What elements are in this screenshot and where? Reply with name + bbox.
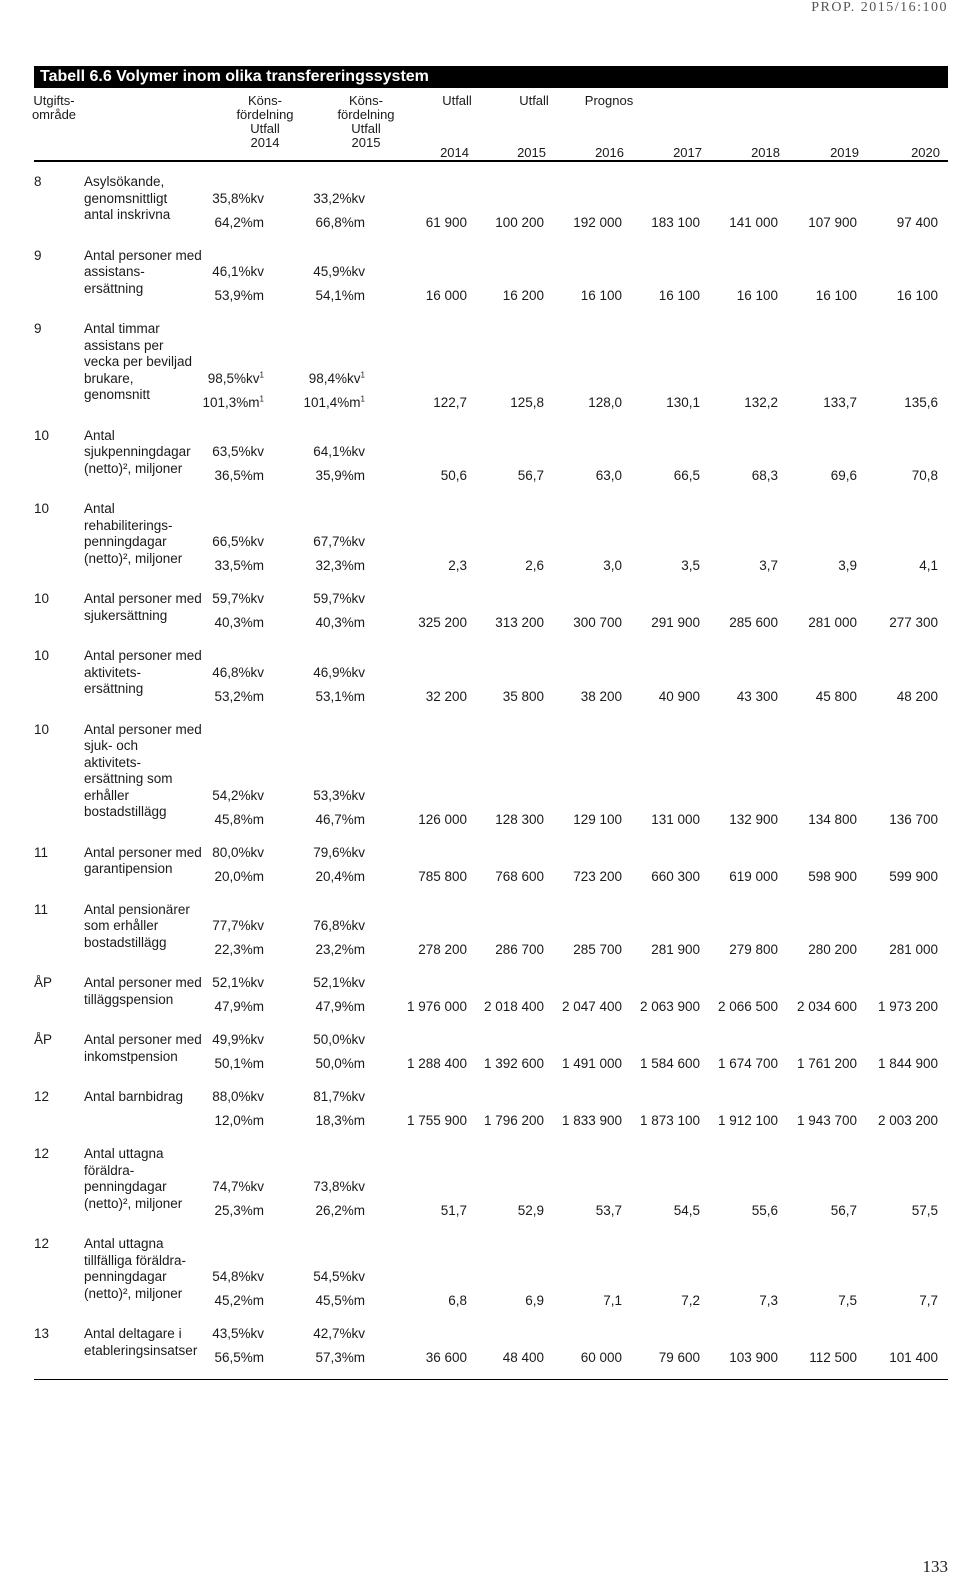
gender-share-men-2014: 20,0%m: [214, 868, 264, 884]
volume-value: 135,6: [904, 394, 938, 410]
gender-share-women-2015: 46,9%kv: [313, 664, 365, 680]
volume-value: 3,7: [759, 558, 778, 573]
table-row: [34, 493, 948, 583]
gender-share-women-2015: 45,9%kv: [313, 264, 365, 279]
gender-share-men-2014: 40,3%m: [214, 615, 264, 630]
gender-share-women-2014: 54,8%kv: [212, 1269, 264, 1284]
volume-value: 66,5: [673, 468, 700, 483]
gender-share-women-2014: $98,5\%kv^1$: [207, 370, 264, 386]
volume-value: 3,0: [603, 558, 622, 573]
gender-share-men-2015: 20,4%m: [315, 868, 365, 884]
volume-value: 599 900: [889, 868, 938, 884]
volume-value: 16 200: [502, 288, 544, 303]
page-number: 133: [922, 1557, 948, 1576]
volume-value: 723 200: [573, 868, 622, 884]
gender-share-men-2014: 47,9%m: [214, 999, 264, 1014]
volume-value: 68,3: [751, 468, 778, 483]
volume-value: 1 674 700: [717, 1056, 778, 1071]
header-divider: [34, 160, 948, 162]
gender-share-women-2014: 46,8%kv: [212, 664, 264, 680]
volume-value: 16 100: [815, 288, 857, 303]
row-area-code: 11: [34, 844, 49, 860]
table-row: [34, 583, 948, 640]
volume-value: 129 100: [573, 811, 622, 827]
volume-value: 280 200: [808, 942, 857, 957]
gender-share-men-2015: 35,9%m: [315, 468, 365, 483]
volume-value: 1 755 900: [406, 1113, 467, 1128]
header-utfall-2015: Utfall: [519, 93, 549, 108]
header-area: Utgifts- område: [31, 93, 77, 122]
row-area-code: ÅP: [34, 1032, 53, 1047]
volume-value: 2 018 400: [483, 999, 544, 1014]
gender-share-men-2014: 50,1%m: [214, 1056, 264, 1071]
volume-value: 16 100: [896, 288, 938, 303]
table-row: [34, 967, 948, 1024]
row-area-code: 10: [34, 721, 50, 737]
row-label: Antal deltagare i etableringsinsatser: [84, 1326, 198, 1358]
gender-share-men-2015: $101,4\%m^1$: [303, 394, 365, 410]
gender-share-women-2015: 33,2%kv: [313, 190, 365, 206]
volume-value: 1 833 900: [561, 1113, 622, 1128]
gender-share-women-2015: 54,5%kv: [313, 1269, 365, 1284]
volume-value: 7,3: [759, 1293, 778, 1308]
volume-value: 2 034 600: [796, 999, 857, 1014]
volume-value: 97 400: [896, 214, 938, 230]
volume-value: 50,6: [440, 468, 467, 483]
row-label: Antal personer med assistans- ersättning: [84, 247, 202, 296]
volume-value: 1 943 700: [796, 1113, 857, 1128]
row-area-code: 9: [34, 247, 42, 263]
gender-share-women-2015: 79,6%kv: [313, 844, 365, 860]
header-year: 2019: [830, 145, 859, 160]
gender-share-women-2015: 64,1%kv: [313, 444, 365, 459]
gender-share-men-2014: 64,2%m: [214, 214, 264, 230]
gender-share-women-2014: 49,9%kv: [212, 1032, 264, 1047]
row-label: Antal timmar assistans per vecka per beviljad brukare, genomsnitt: [84, 321, 193, 402]
table-row: [34, 714, 948, 837]
row-area-code: 9: [34, 321, 42, 336]
row-label: Antal personer med tilläggspension: [84, 975, 202, 1007]
row-label: Antal personer med sjukersättning: [84, 591, 202, 623]
volume-value: 313 200: [495, 615, 544, 630]
volume-value: 16 100: [658, 288, 700, 303]
volume-value: 69,6: [830, 468, 857, 483]
gender-share-women-2015: 42,7%kv: [313, 1326, 365, 1341]
volume-value: 660 300: [651, 868, 700, 884]
gender-share-women-2015: 73,8%kv: [313, 1179, 365, 1194]
volume-value: 279 800: [729, 942, 778, 957]
volume-value: 32 200: [425, 688, 467, 704]
volume-value: 285 600: [729, 615, 778, 630]
volume-value: 286 700: [495, 942, 544, 957]
volume-value: 57,5: [911, 1203, 938, 1218]
volume-value: 6,9: [525, 1293, 544, 1308]
volume-value: 1 873 100: [639, 1113, 700, 1128]
volume-value: 45 800: [815, 688, 857, 704]
gender-share-men-2014: 12,0%m: [214, 1113, 264, 1128]
gender-share-women-2015: $98,4\%kv^1$: [308, 370, 365, 386]
volume-value: 1 288 400: [406, 1056, 467, 1071]
volume-value: 131 000: [651, 811, 700, 827]
volume-value: 134 800: [808, 811, 857, 827]
header-gender-2015: Köns- fördelning Utfall 2015: [337, 93, 395, 150]
row-label: Antal pensionärer som erhåller bostadstillägg: [84, 901, 190, 950]
volume-value: 277 300: [889, 615, 938, 630]
gender-share-men-2014: 45,8%m: [214, 811, 264, 827]
gender-share-women-2015: 50,0%kv: [313, 1032, 365, 1047]
gender-share-women-2014: 74,7%kv: [212, 1179, 264, 1194]
volume-value: 54,5: [673, 1203, 700, 1218]
volume-value: 4,1: [919, 558, 938, 573]
volume-value: 40 900: [658, 688, 700, 704]
volume-value: 7,1: [603, 1293, 622, 1308]
gender-share-women-2015: 59,7%kv: [313, 591, 365, 606]
gender-share-men-2015: 40,3%m: [315, 615, 365, 630]
volume-value: 128 300: [495, 811, 544, 827]
page-header: PROP. 2015/16:100: [811, 0, 948, 15]
volume-value: 1 491 000: [561, 1056, 622, 1071]
footnote-marker: 1: [360, 394, 365, 403]
row-label: Antal uttagna tillfälliga föräldra- penningdagar (netto)², miljoner: [84, 1236, 187, 1301]
bottom-divider: [34, 1379, 948, 1380]
volume-value: 35 800: [502, 688, 544, 704]
gender-share-women-2015: 52,1%kv: [313, 975, 365, 990]
header-year: 2016: [595, 145, 624, 160]
row-label: Antal rehabiliterings- penningdagar (netto)², miljoner: [84, 501, 183, 566]
gender-share-men-2015: 54,1%m: [315, 288, 365, 303]
volume-value: 56,7: [517, 468, 544, 483]
volume-value: 122,7: [433, 394, 467, 410]
volume-value: 63,0: [595, 468, 622, 483]
gender-share-women-2015: 76,8%kv: [313, 918, 365, 933]
volume-value: 285 700: [573, 942, 622, 957]
row-label: Antal personer med garantipension: [84, 844, 202, 876]
gender-share-men-2014: 22,3%m: [214, 942, 264, 957]
volume-value: 132 900: [729, 811, 778, 827]
volume-value: 60 000: [580, 1350, 622, 1365]
header-year: 2014: [440, 145, 469, 160]
volume-value: 107 900: [808, 214, 857, 230]
header-gender-2014: Köns- fördelning Utfall 2014: [236, 93, 294, 150]
gender-share-men-2014: $101,3\%m^1$: [202, 394, 264, 410]
gender-share-men-2015: 47,9%m: [315, 999, 365, 1014]
volume-value: 48 400: [502, 1350, 544, 1365]
row-area-code: 10: [34, 648, 50, 663]
volume-value: 51,7: [440, 1203, 467, 1218]
volume-value: 55,6: [751, 1203, 778, 1218]
header-year: 2017: [673, 145, 702, 160]
table-row: [34, 1138, 948, 1228]
volume-value: 6,8: [448, 1293, 467, 1308]
volume-value: 7,5: [838, 1293, 857, 1308]
row-area-code: 10: [34, 591, 50, 606]
volume-value: 2,3: [448, 558, 467, 573]
volume-value: 281 000: [808, 615, 857, 630]
volume-value: 192 000: [573, 214, 622, 230]
table-row: [34, 640, 948, 714]
volume-value: 36 600: [425, 1350, 467, 1365]
gender-share-women-2014: 54,2%kv: [212, 787, 264, 803]
volume-value: 56,7: [830, 1203, 857, 1218]
table-row: [34, 1081, 948, 1138]
row-label: Antal personer med inkomstpension: [84, 1032, 202, 1064]
volume-value: 132,2: [744, 394, 778, 410]
gender-share-men-2014: 36,5%m: [214, 468, 264, 483]
gender-share-men-2014: 56,5%m: [214, 1350, 264, 1365]
volume-value: 2 003 200: [877, 1113, 938, 1128]
row-area-code: 12: [34, 1089, 50, 1104]
volume-value: 768 600: [495, 868, 544, 884]
row-label: Antal barnbidrag: [84, 1089, 184, 1104]
gender-share-women-2014: 35,8%kv: [212, 190, 264, 206]
volume-value: 53,7: [595, 1203, 622, 1218]
gender-share-men-2014: 53,2%m: [214, 688, 264, 704]
row-label: Antal personer med aktivitets- ersättning: [84, 648, 202, 696]
volume-value: 125,8: [510, 394, 544, 410]
volume-value: 101 400: [889, 1350, 938, 1365]
volume-value: 70,8: [911, 468, 938, 483]
table-row: [34, 166, 948, 240]
volume-value: 325 200: [418, 615, 467, 630]
volume-value: 1 392 600: [483, 1056, 544, 1071]
gender-share-women-2014: 77,7%kv: [212, 918, 264, 933]
gender-share-women-2015: 67,7%kv: [313, 534, 365, 549]
volume-value: 281 900: [651, 942, 700, 957]
volume-value: 126 000: [418, 811, 467, 827]
gender-share-men-2014: 25,3%m: [214, 1203, 264, 1218]
gender-share-women-2014: 80,0%kv: [212, 844, 264, 860]
volume-value: 3,9: [838, 558, 857, 573]
gender-share-men-2015: 50,0%m: [315, 1056, 365, 1071]
row-area-code: 13: [34, 1326, 50, 1341]
volume-value: 619 000: [729, 868, 778, 884]
volume-value: 16 100: [736, 288, 778, 303]
volume-value: 52,9: [517, 1203, 544, 1218]
row-area-code: 12: [34, 1236, 50, 1251]
gender-share-men-2015: 26,2%m: [315, 1203, 365, 1218]
volume-value: 281 000: [889, 942, 938, 957]
gender-share-men-2014: 33,5%m: [214, 558, 264, 573]
table-row: [34, 894, 948, 968]
volume-value: 1 973 200: [877, 999, 938, 1014]
gender-share-men-2015: 18,3%m: [315, 1113, 365, 1128]
volume-value: 2 066 500: [717, 999, 778, 1014]
row-area-code: 8: [34, 174, 42, 189]
volume-value: 291 900: [651, 615, 700, 630]
volume-value: 2 047 400: [561, 999, 622, 1014]
header-year: 2015: [517, 145, 546, 160]
row-label: Antal personer med sjuk- och aktivitets- ersättning som erhåller bostadstillägg: [84, 721, 202, 819]
volume-value: 16 100: [580, 288, 622, 303]
gender-share-men-2015: 32,3%m: [315, 558, 365, 573]
row-area-code: 10: [34, 501, 50, 516]
footnote-marker: 1: [259, 394, 264, 403]
gender-share-women-2014: 59,7%kv: [212, 591, 264, 606]
table-row: [34, 1318, 948, 1375]
volume-value: 61 900: [425, 214, 467, 230]
gender-share-women-2014: 63,5%kv: [212, 444, 264, 459]
gender-share-women-2015: 53,3%kv: [313, 787, 365, 803]
gender-share-men-2015: 23,2%m: [315, 942, 365, 957]
row-area-code: ÅP: [34, 975, 53, 990]
volume-value: 1 584 600: [639, 1056, 700, 1071]
gender-share-women-2014: 88,0%kv: [212, 1089, 264, 1104]
volume-value: 7,2: [681, 1293, 700, 1308]
volume-value: 300 700: [573, 615, 622, 630]
header-utfall-2014: Utfall: [442, 93, 472, 108]
table-title: Tabell 6.6 Volymer inom olika transfereringssystem: [34, 66, 948, 88]
table-row: [34, 1024, 948, 1081]
volume-value: 1 796 200: [483, 1113, 544, 1128]
volume-value: 100 200: [495, 214, 544, 230]
volume-value: 7,7: [919, 1293, 938, 1308]
volume-value: 48 200: [896, 688, 938, 704]
volume-value: 785 800: [418, 868, 467, 884]
table-row: [34, 837, 948, 894]
volume-value: 3,5: [681, 558, 700, 573]
volume-value: 38 200: [580, 688, 622, 704]
row-area-code: 11: [34, 901, 49, 917]
gender-share-women-2014: 66,5%kv: [212, 534, 264, 549]
row-area-code: 10: [34, 427, 50, 443]
table-row: [34, 313, 948, 420]
header-prognos: Prognos: [584, 93, 634, 108]
volume-value: 79 600: [658, 1350, 700, 1365]
header-year: 2020: [911, 145, 940, 160]
header-year: 2018: [751, 145, 780, 160]
volume-value: 128,0: [588, 394, 622, 410]
volume-value: 2,6: [525, 558, 544, 573]
row-label: Antal sjukpenningdagar (netto)², miljoner: [84, 427, 191, 476]
volume-value: 1 976 000: [406, 999, 467, 1014]
row-label: Asylsökande, genomsnittligt antal inskrivna: [84, 174, 171, 222]
volume-value: 278 200: [418, 942, 467, 957]
volume-value: 103 900: [729, 1350, 778, 1365]
volume-value: 598 900: [808, 868, 857, 884]
gender-share-men-2014: 53,9%m: [214, 288, 264, 303]
gender-share-men-2014: 45,2%m: [214, 1293, 264, 1308]
volume-value: 133,7: [823, 394, 857, 410]
table-row: [34, 1228, 948, 1318]
volume-value: 112 500: [809, 1350, 857, 1365]
gender-share-men-2015: 53,1%m: [315, 688, 365, 704]
volume-value: 16 000: [425, 288, 467, 303]
volume-value: 183 100: [651, 214, 700, 230]
volume-value: 1 912 100: [717, 1113, 778, 1128]
gender-share-men-2015: 66,8%m: [315, 214, 365, 230]
volume-value: 1 844 900: [877, 1056, 938, 1071]
gender-share-women-2014: 43,5%kv: [212, 1326, 264, 1341]
row-label: Antal uttagna föräldra- penningdagar (netto)², miljoner: [84, 1146, 183, 1211]
table-row: [34, 240, 948, 314]
table-row: [34, 420, 948, 494]
table-header: [31, 93, 948, 160]
gender-share-men-2015: 57,3%m: [315, 1350, 365, 1365]
volume-value: 1 761 200: [796, 1056, 857, 1071]
volume-value: 2 063 900: [639, 999, 700, 1014]
volume-value: 43 300: [736, 688, 778, 704]
footnote-marker: 1: [259, 370, 264, 379]
volume-value: 136 700: [889, 811, 938, 827]
data-table: [34, 166, 948, 1375]
gender-share-men-2015: 46,7%m: [315, 811, 365, 827]
gender-share-men-2015: 45,5%m: [315, 1293, 365, 1308]
gender-share-women-2014: 46,1%kv: [212, 264, 264, 279]
row-area-code: 12: [34, 1146, 50, 1161]
footnote-marker: 1: [360, 370, 365, 379]
gender-share-women-2015: 81,7%kv: [313, 1089, 365, 1104]
volume-value: 130,1: [666, 394, 700, 410]
volume-value: 141 000: [729, 214, 778, 230]
gender-share-women-2014: 52,1%kv: [212, 975, 264, 990]
